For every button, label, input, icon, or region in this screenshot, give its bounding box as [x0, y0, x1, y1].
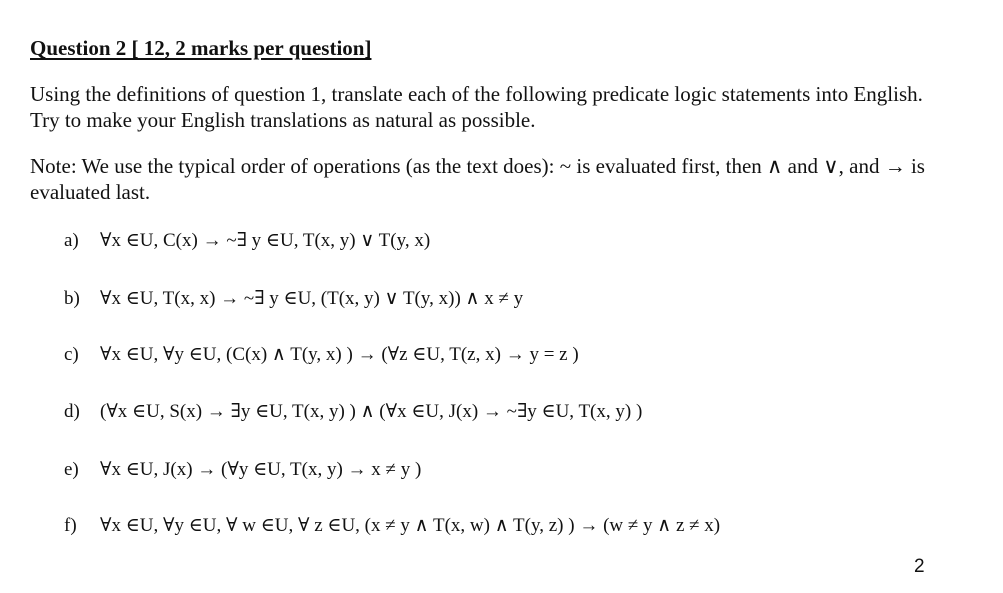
note-paragraph: Note: We use the typical order of operations (as the text does): ~ is evaluated first, then ∧ and ∨, and → is evaluated last.: [30, 154, 925, 204]
statement-label: f): [64, 515, 77, 536]
statement-b: [64, 287, 523, 310]
statement-formula: ∀x ∈U, ∀y ∈U, (C(x) ∧ T(y, x) ) → (∀z ∈U, T(z, x) → y = z ): [100, 344, 579, 365]
statement-d: [64, 400, 642, 423]
statement-label: a): [64, 230, 79, 251]
statement-label: d): [64, 401, 80, 422]
question-heading: Question 2 [ 12, 2 marks per question]: [30, 36, 372, 60]
statement-e: [64, 458, 421, 481]
statement-formula: ∀x ∈U, ∀y ∈U, ∀ w ∈U, ∀ z ∈U, (x ≠ y ∧ T(x, w) ∧ T(y, z) ) → (w ≠ y ∧ z ≠ x): [100, 515, 721, 536]
statement-formula: (∀x ∈U, S(x) → ∃y ∈U, T(x, y) ) ∧ (∀x ∈U, J(x) → ~∃y ∈U, T(x, y) ): [100, 401, 643, 422]
statement-f: [64, 514, 720, 537]
statement-label: c): [64, 344, 79, 365]
statement-c: [64, 343, 579, 366]
statement-label: e): [64, 459, 79, 480]
page-number: 2: [914, 556, 925, 577]
statement-formula: ∀x ∈U, T(x, x) → ~∃ y ∈U, (T(x, y) ∨ T(y, x)) ∧ x ≠ y: [100, 288, 524, 309]
statement-a: [64, 229, 430, 252]
statement-formula: ∀x ∈U, C(x) → ~∃ y ∈U, T(x, y) ∨ T(y, x): [100, 230, 431, 251]
statement-label: b): [64, 288, 80, 309]
statement-formula: ∀x ∈U, J(x) → (∀y ∈U, T(x, y) → x ≠ y ): [100, 459, 422, 480]
intro-paragraph: Using the definitions of question 1, translate each of the following predicate logic statements into English. Try to make your English translations as natural as possible.: [30, 82, 923, 132]
